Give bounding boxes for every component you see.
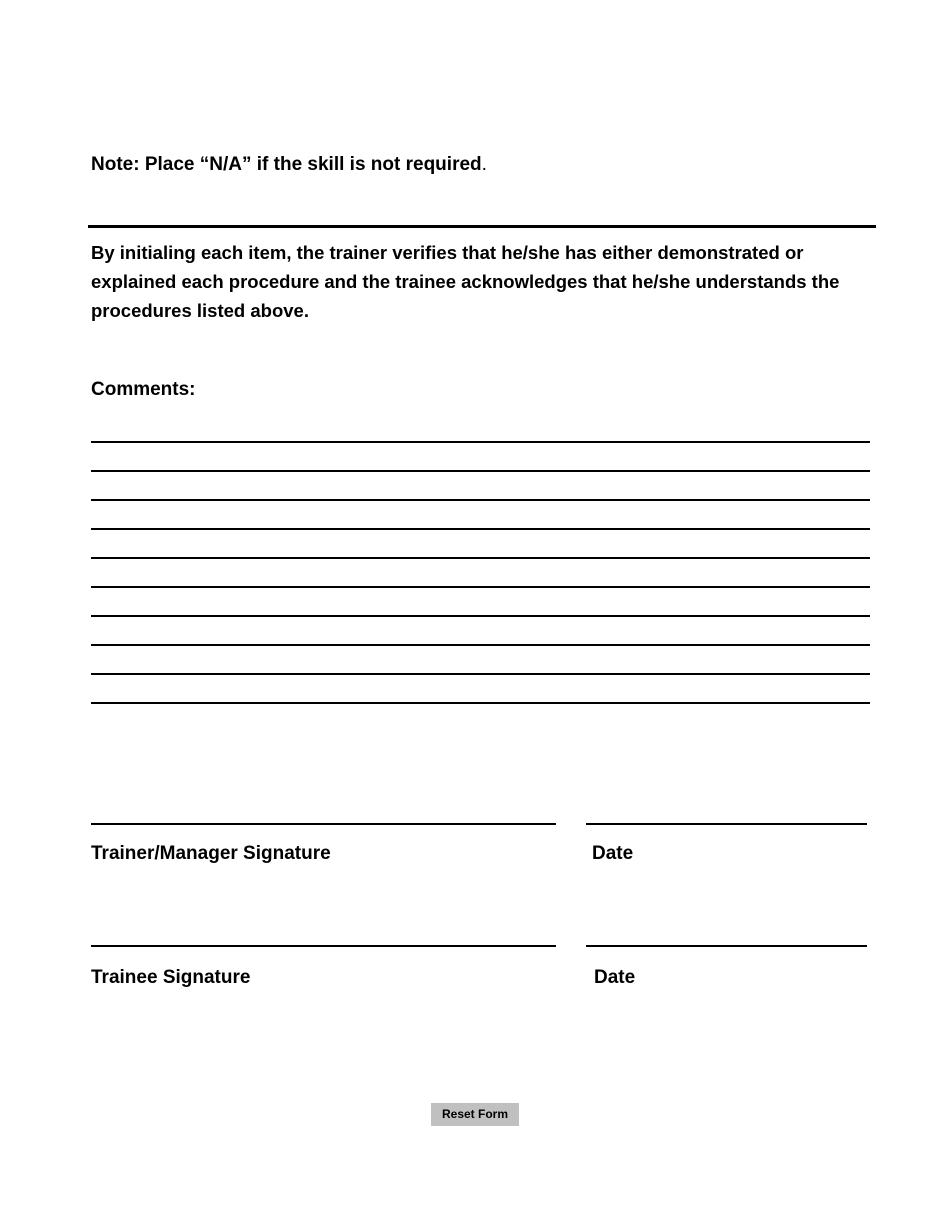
trainer-date-line[interactable] [586, 823, 867, 825]
comment-line[interactable] [91, 557, 870, 559]
comment-lines[interactable] [91, 441, 870, 731]
note-period: . [481, 154, 487, 175]
comment-line[interactable] [91, 499, 870, 501]
trainer-date-label: Date [592, 843, 634, 864]
acknowledgement-statement: By initialing each item, the trainer verifies that he/she has either demonstrated or explained each procedure and the trainee acknowledges that he/she understands the procedures listed above. [91, 242, 840, 321]
trainer-signature-label: Trainer/Manager Signature [91, 843, 331, 864]
comment-line[interactable] [91, 470, 870, 472]
trainee-signature-label: Trainee Signature [91, 967, 251, 988]
note-text [91, 154, 487, 176]
trainee-date-label: Date [594, 967, 636, 988]
comment-line[interactable] [91, 528, 870, 530]
comment-line[interactable] [91, 441, 870, 443]
trainee-date-line[interactable] [586, 945, 867, 947]
comment-line[interactable] [91, 702, 870, 704]
comment-line[interactable] [91, 673, 870, 675]
comments-label: Comments: [91, 379, 196, 400]
trainer-signature-line[interactable] [91, 823, 556, 825]
trainee-signature-line[interactable] [91, 945, 556, 947]
reset-form-button[interactable]: Reset Form [431, 1103, 519, 1126]
note-main: Note: Place “N/A” if the skill is not required [91, 154, 482, 175]
section-divider [88, 225, 876, 228]
comment-line[interactable] [91, 586, 870, 588]
comment-line[interactable] [91, 615, 870, 617]
comment-line[interactable] [91, 644, 870, 646]
